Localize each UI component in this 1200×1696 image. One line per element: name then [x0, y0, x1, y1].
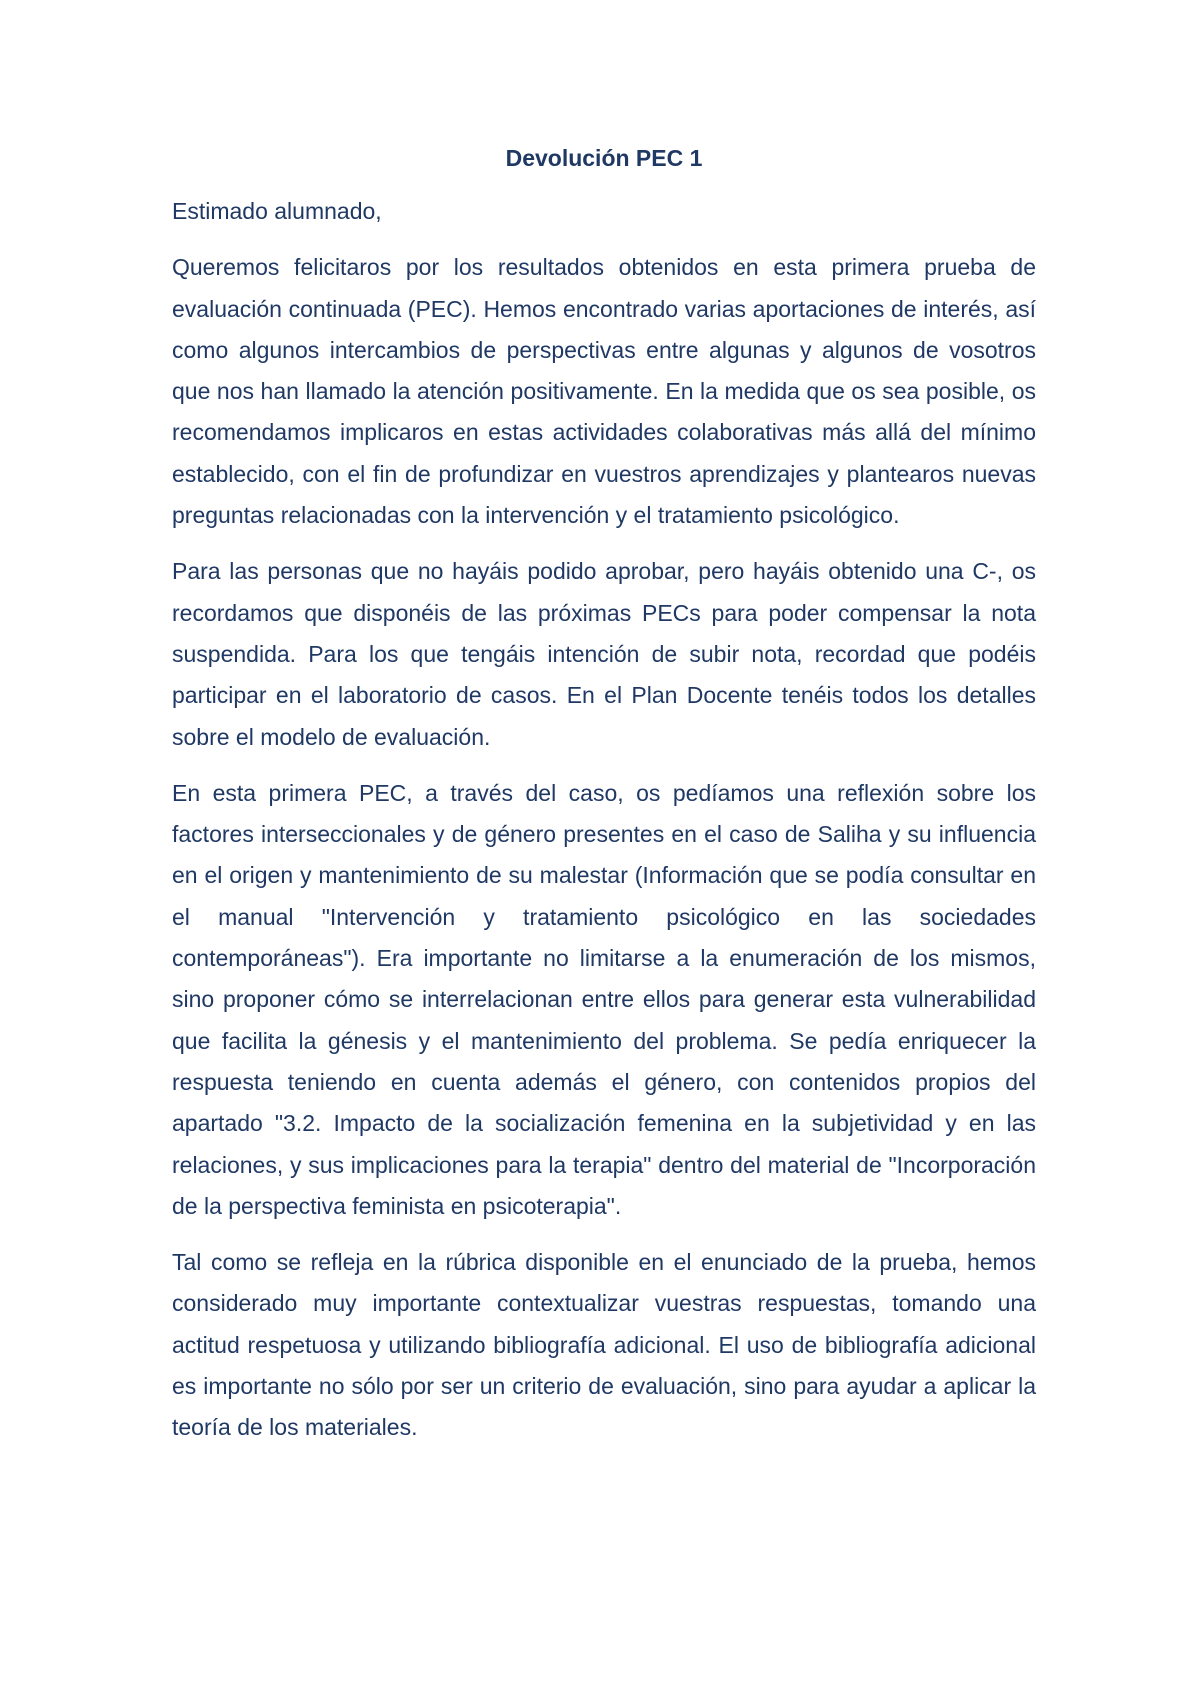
document-title: Devolución PEC 1	[505, 145, 703, 171]
document-page	[172, 138, 1036, 1464]
rubric-paragraph: Tal como se refleja en la rúbrica disponible en el enunciado de la prueba, hemos considerado muy importante contextualizar vuestras respuestas, tomando una actitud respetuosa y utilizando bibliografía adicional. El uso de bibliografía adicional es importante no sólo por ser un criterio de evaluación, sino para ayudar a aplicar la teoría de los materiales.	[172, 1249, 1036, 1441]
grading-paragraph: Para las personas que no hayáis podido aprobar, pero hayáis obtenido una C-, os recordamos que disponéis de las próximas PECs para poder compensar la nota suspendida. Para los que tengáis intención de subir nota, recordad que podéis participar en el laboratorio de casos. En el Plan Docente tenéis todos los detalles sobre el modelo de evaluación.	[172, 558, 1036, 750]
congratulations-paragraph: Queremos felicitaros por los resultados obtenidos en esta primera prueba de evaluación continuada (PEC). Hemos encontrado varias aportaciones de interés, así como algunos intercambios de perspectivas entre algunas y algunos de vosotros que nos han llamado la atención positivamente. En la medida que os sea posible, os recomendamos implicaros en estas actividades colaborativas más allá del mínimo establecido, con el fin de profundizar en vuestros aprendizajes y plantearos nuevas preguntas relacionadas con la intervención y el tratamiento psicológico.	[172, 254, 1036, 529]
case-reflection-paragraph: En esta primera PEC, a través del caso, os pedíamos una reflexión sobre los factores interseccionales y de género presentes en el caso de Saliha y su influencia en el origen y mantenimiento de su malestar (Información que se podía consultar en el manual "Intervención y tratamiento psicológico en las sociedades contemporáneas"). Era importante no limitarse a la enumeración de los mismos, sino proponer cómo se interrelacionan entre ellos para generar esta vulnerabilidad que facilita la génesis y el mantenimiento del problema. Se pedía enriquecer la respuesta teniendo en cuenta además el género, con contenidos propios del apartado "3.2. Impacto de la socialización femenina en la subjetividad y en las relaciones, y sus implicaciones para la terapia" dentro del material de "Incorporación de la perspectiva feminista en psicoterapia".	[172, 779, 1036, 1219]
salutation-paragraph: Estimado alumnado,	[172, 198, 382, 224]
